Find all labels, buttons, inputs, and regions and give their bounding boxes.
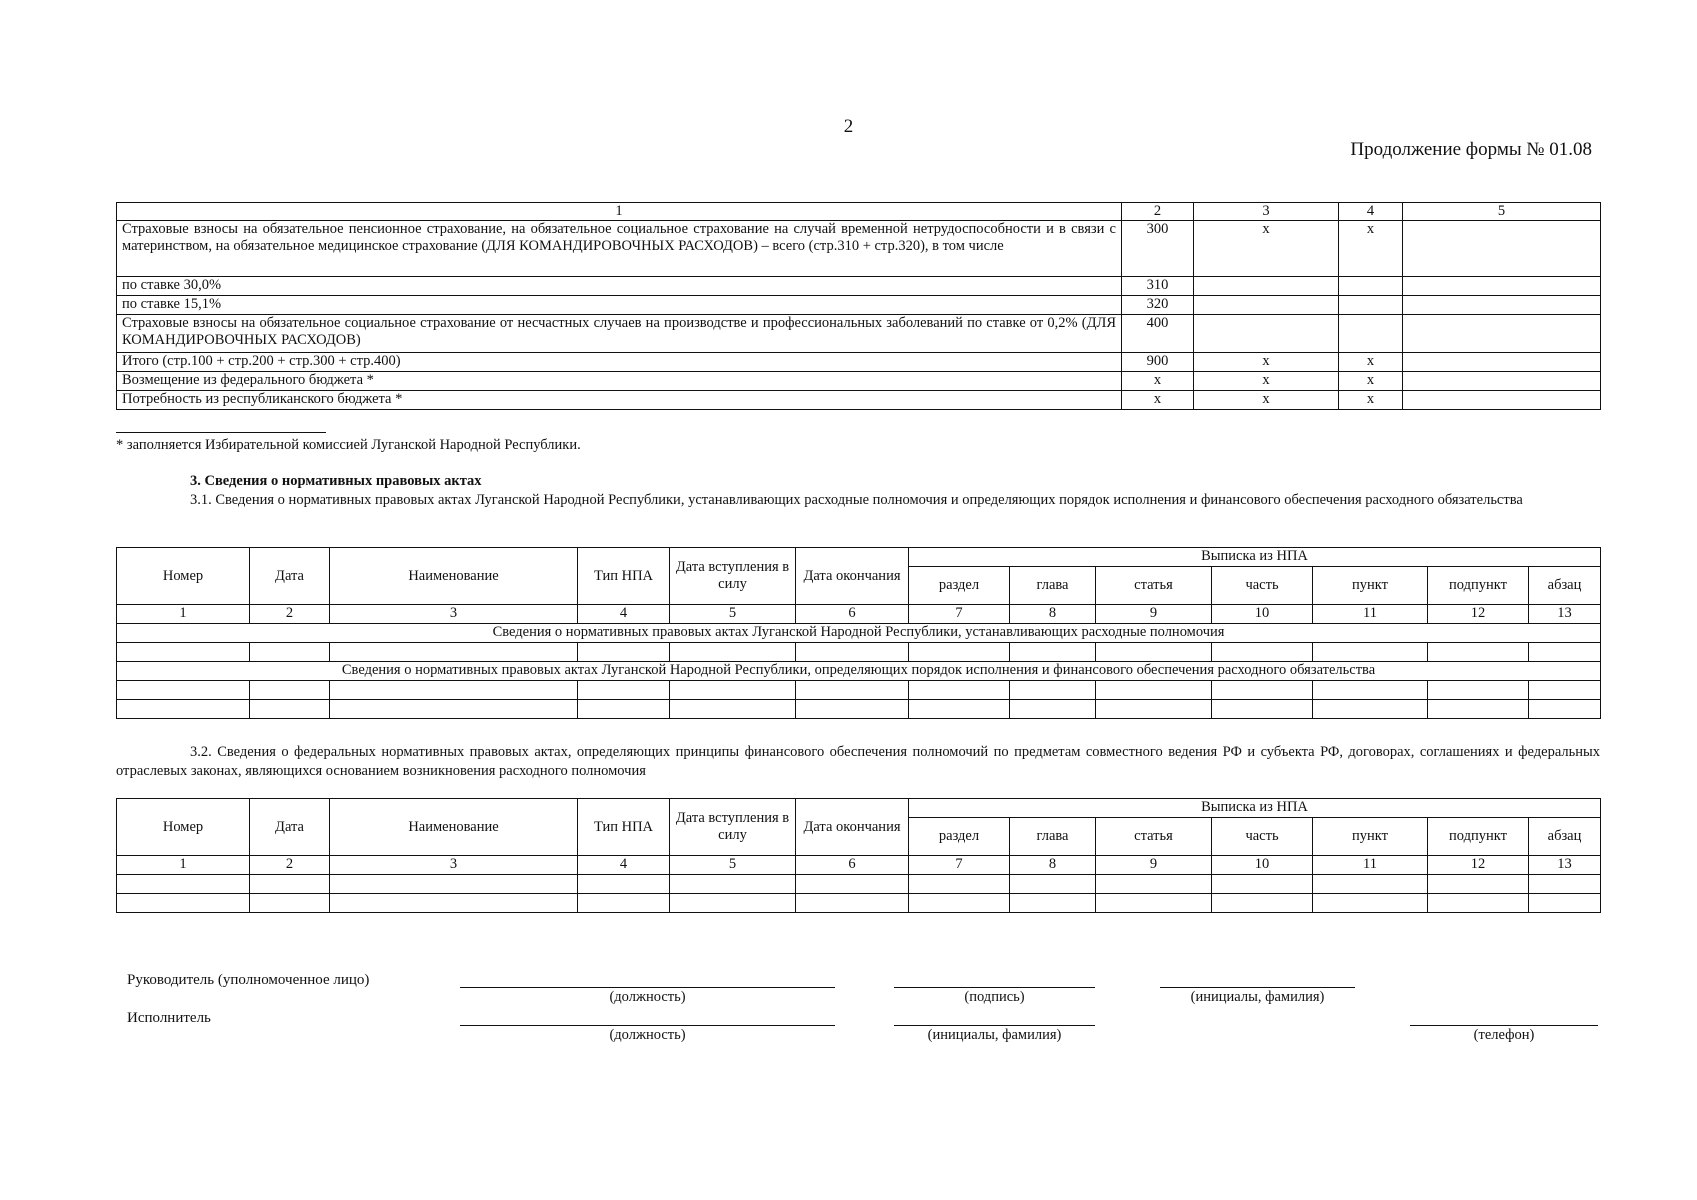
executor-phone-caption: (телефон) — [1473, 1027, 1535, 1043]
col-number-header: Номер — [117, 548, 250, 605]
col-name-header: Наименование — [330, 548, 578, 605]
table-row — [117, 372, 1601, 391]
table-row — [117, 296, 1601, 315]
sub-col-header: глава — [1010, 818, 1096, 856]
sub-col-header: абзац — [1529, 818, 1601, 856]
col-num: 11 — [1313, 605, 1428, 624]
col-end-date-header: Дата окончания — [796, 548, 909, 605]
sub-col-header: подпункт — [1428, 818, 1529, 856]
sub-col-header: часть — [1212, 567, 1313, 605]
row-name: по ставке 30,0% — [117, 277, 1122, 296]
head-signature-line[interactable] — [894, 987, 1095, 988]
col-num: 5 — [670, 856, 796, 875]
header-cell: 5 — [1403, 203, 1601, 221]
table-row — [117, 643, 1601, 662]
sub-col-header: часть — [1212, 818, 1313, 856]
cell — [1403, 353, 1601, 372]
row-code: 310 — [1122, 277, 1194, 296]
header-cell: 4 — [1339, 203, 1403, 221]
cell — [1339, 277, 1403, 296]
col-num: 1 — [117, 856, 250, 875]
head-signature-caption: (подпись) — [964, 989, 1025, 1005]
col-effective-date-header: Дата вступления в силу — [670, 548, 796, 605]
row-code: х — [1122, 372, 1194, 391]
row-code: 900 — [1122, 353, 1194, 372]
section-title: 3. Сведения о нормативных правовых актах — [190, 473, 482, 489]
col-num: 8 — [1010, 605, 1096, 624]
col-num: 10 — [1212, 605, 1313, 624]
table-row — [117, 353, 1601, 372]
col-extract-header: Выписка из НПА — [909, 548, 1601, 567]
sub-col-header: статья — [1096, 567, 1212, 605]
npa-table-regional — [116, 547, 1601, 719]
col-date-header: Дата — [250, 548, 330, 605]
col-num: 13 — [1529, 856, 1601, 875]
row-name: Возмещение из федерального бюджета * — [117, 372, 1122, 391]
cell — [1403, 315, 1601, 353]
cell — [1403, 296, 1601, 315]
head-initials-line[interactable] — [1160, 987, 1355, 988]
col-num: 1 — [117, 605, 250, 624]
page-number: 2 — [843, 116, 854, 137]
head-label: Руководитель (уполномоченное лицо) — [127, 972, 370, 988]
row-name: Страховые взносы на обязательное пенсионное страхование, на обязательное социальное страхование на случай временной нетрудоспособности и в связи с материнством, на обязательное медицинское страхование (ДЛЯ КОМАНДИРОВОЧНЫХ РАСХОДОВ) – всего (стр.310 + стр.320), в том числе — [117, 221, 1122, 277]
head-initials-caption: (инициалы, фамилия) — [1190, 989, 1325, 1005]
col-type-header: Тип НПА — [578, 799, 670, 856]
header-cell: 2 — [1122, 203, 1194, 221]
col-num: 13 — [1529, 605, 1601, 624]
cell: х — [1339, 353, 1403, 372]
row-name: Итого (стр.100 + стр.200 + стр.300 + стр.400) — [117, 353, 1122, 372]
cell — [1194, 315, 1339, 353]
col-num: 12 — [1428, 856, 1529, 875]
col-num: 4 — [578, 605, 670, 624]
table-row — [117, 700, 1601, 719]
table-row — [117, 221, 1601, 277]
cell — [1403, 372, 1601, 391]
col-num: 9 — [1096, 856, 1212, 875]
form-continuation-title: Продолжение формы № 01.08 — [1350, 139, 1592, 160]
span-row-financing-order: Сведения о нормативных правовых актах Луганской Народной Республики, определяющих порядок исполнения и финансового обеспечения расходного обязательства — [117, 662, 1601, 681]
cell — [1403, 277, 1601, 296]
executor-position-caption: (должность) — [609, 1027, 686, 1043]
table-row — [117, 894, 1601, 913]
table-row — [117, 681, 1601, 700]
col-name-header: Наименование — [330, 799, 578, 856]
cell — [1339, 315, 1403, 353]
sub-col-header: подпункт — [1428, 567, 1529, 605]
cell: х — [1194, 372, 1339, 391]
row-code: 320 — [1122, 296, 1194, 315]
column-number-row — [117, 856, 1601, 875]
col-num: 9 — [1096, 605, 1212, 624]
cell: х — [1194, 353, 1339, 372]
table-row — [117, 277, 1601, 296]
sub-col-header: пункт — [1313, 567, 1428, 605]
table-row — [117, 315, 1601, 353]
col-extract-header: Выписка из НПА — [909, 799, 1601, 818]
cell — [1403, 391, 1601, 410]
col-num: 11 — [1313, 856, 1428, 875]
executor-initials-caption: (инициалы, фамилия) — [927, 1027, 1062, 1043]
cell: х — [1194, 391, 1339, 410]
col-num: 7 — [909, 856, 1010, 875]
col-num: 3 — [330, 856, 578, 875]
cell: х — [1339, 372, 1403, 391]
row-code: х — [1122, 391, 1194, 410]
cell — [1194, 296, 1339, 315]
subsection-3-1-text: 3.1. Сведения о нормативных правовых актах Луганской Народной Республики, устанавливающих расходные полномочия и определяющих порядок исполнения и финансового обеспечения расходного обязательства — [190, 492, 1523, 508]
executor-label: Исполнитель — [127, 1010, 211, 1026]
head-position-line[interactable] — [460, 987, 835, 988]
row-name: Страховые взносы на обязательное социальное страхование от несчастных случаев на производстве и профессиональных заболеваний по ставке от 0,2% (ДЛЯ КОМАНДИРОВОЧНЫХ РАСХОДОВ) — [117, 315, 1122, 353]
header-cell: 1 — [117, 203, 1122, 221]
col-num: 6 — [796, 605, 909, 624]
col-num: 2 — [250, 856, 330, 875]
executor-phone-line[interactable] — [1410, 1025, 1598, 1026]
col-num: 7 — [909, 605, 1010, 624]
col-num: 10 — [1212, 856, 1313, 875]
col-type-header: Тип НПА — [578, 548, 670, 605]
executor-initials-line[interactable] — [894, 1025, 1095, 1026]
row-name: по ставке 15,1% — [117, 296, 1122, 315]
row-code: 400 — [1122, 315, 1194, 353]
cell: х — [1339, 391, 1403, 410]
header-cell: 3 — [1194, 203, 1339, 221]
col-num: 3 — [330, 605, 578, 624]
row-name: Потребность из республиканского бюджета * — [117, 391, 1122, 410]
sub-col-header: статья — [1096, 818, 1212, 856]
cell — [1194, 277, 1339, 296]
col-date-header: Дата — [250, 799, 330, 856]
col-num: 12 — [1428, 605, 1529, 624]
sub-col-header: раздел — [909, 567, 1010, 605]
footnote: * заполняется Избирательной комиссией Луганской Народной Республики. — [116, 437, 581, 453]
table-header-row — [117, 203, 1601, 221]
table-row — [117, 391, 1601, 410]
col-num: 4 — [578, 856, 670, 875]
head-position-caption: (должность) — [609, 989, 686, 1005]
subsection-3-2-text: 3.2. Сведения о федеральных нормативных правовых актах, определяющих принципы финансового обеспечения полномочий по предметам совместного ведения РФ и субъекта РФ, договорах, соглашениях и федеральных отраслевых законах, являющихся основанием возникновения расходного полномочия — [116, 744, 1600, 779]
cell — [1403, 221, 1601, 277]
column-number-row — [117, 605, 1601, 624]
col-num: 8 — [1010, 856, 1096, 875]
cell — [1339, 296, 1403, 315]
sub-col-header: раздел — [909, 818, 1010, 856]
cell: х — [1339, 221, 1403, 277]
col-num: 5 — [670, 605, 796, 624]
npa-table-federal — [116, 798, 1601, 913]
col-num: 6 — [796, 856, 909, 875]
sub-col-header: пункт — [1313, 818, 1428, 856]
col-number-header: Номер — [117, 799, 250, 856]
sub-col-header: абзац — [1529, 567, 1601, 605]
executor-position-line[interactable] — [460, 1025, 835, 1026]
insurance-contributions-table — [116, 202, 1601, 410]
table-row — [117, 875, 1601, 894]
footnote-separator — [116, 432, 326, 433]
col-num: 2 — [250, 605, 330, 624]
col-effective-date-header: Дата вступления в силу — [670, 799, 796, 856]
cell: х — [1194, 221, 1339, 277]
row-code: 300 — [1122, 221, 1194, 277]
col-end-date-header: Дата окончания — [796, 799, 909, 856]
sub-col-header: глава — [1010, 567, 1096, 605]
span-row-establishing-powers: Сведения о нормативных правовых актах Луганской Народной Республики, устанавливающих расходные полномочия — [117, 624, 1601, 643]
